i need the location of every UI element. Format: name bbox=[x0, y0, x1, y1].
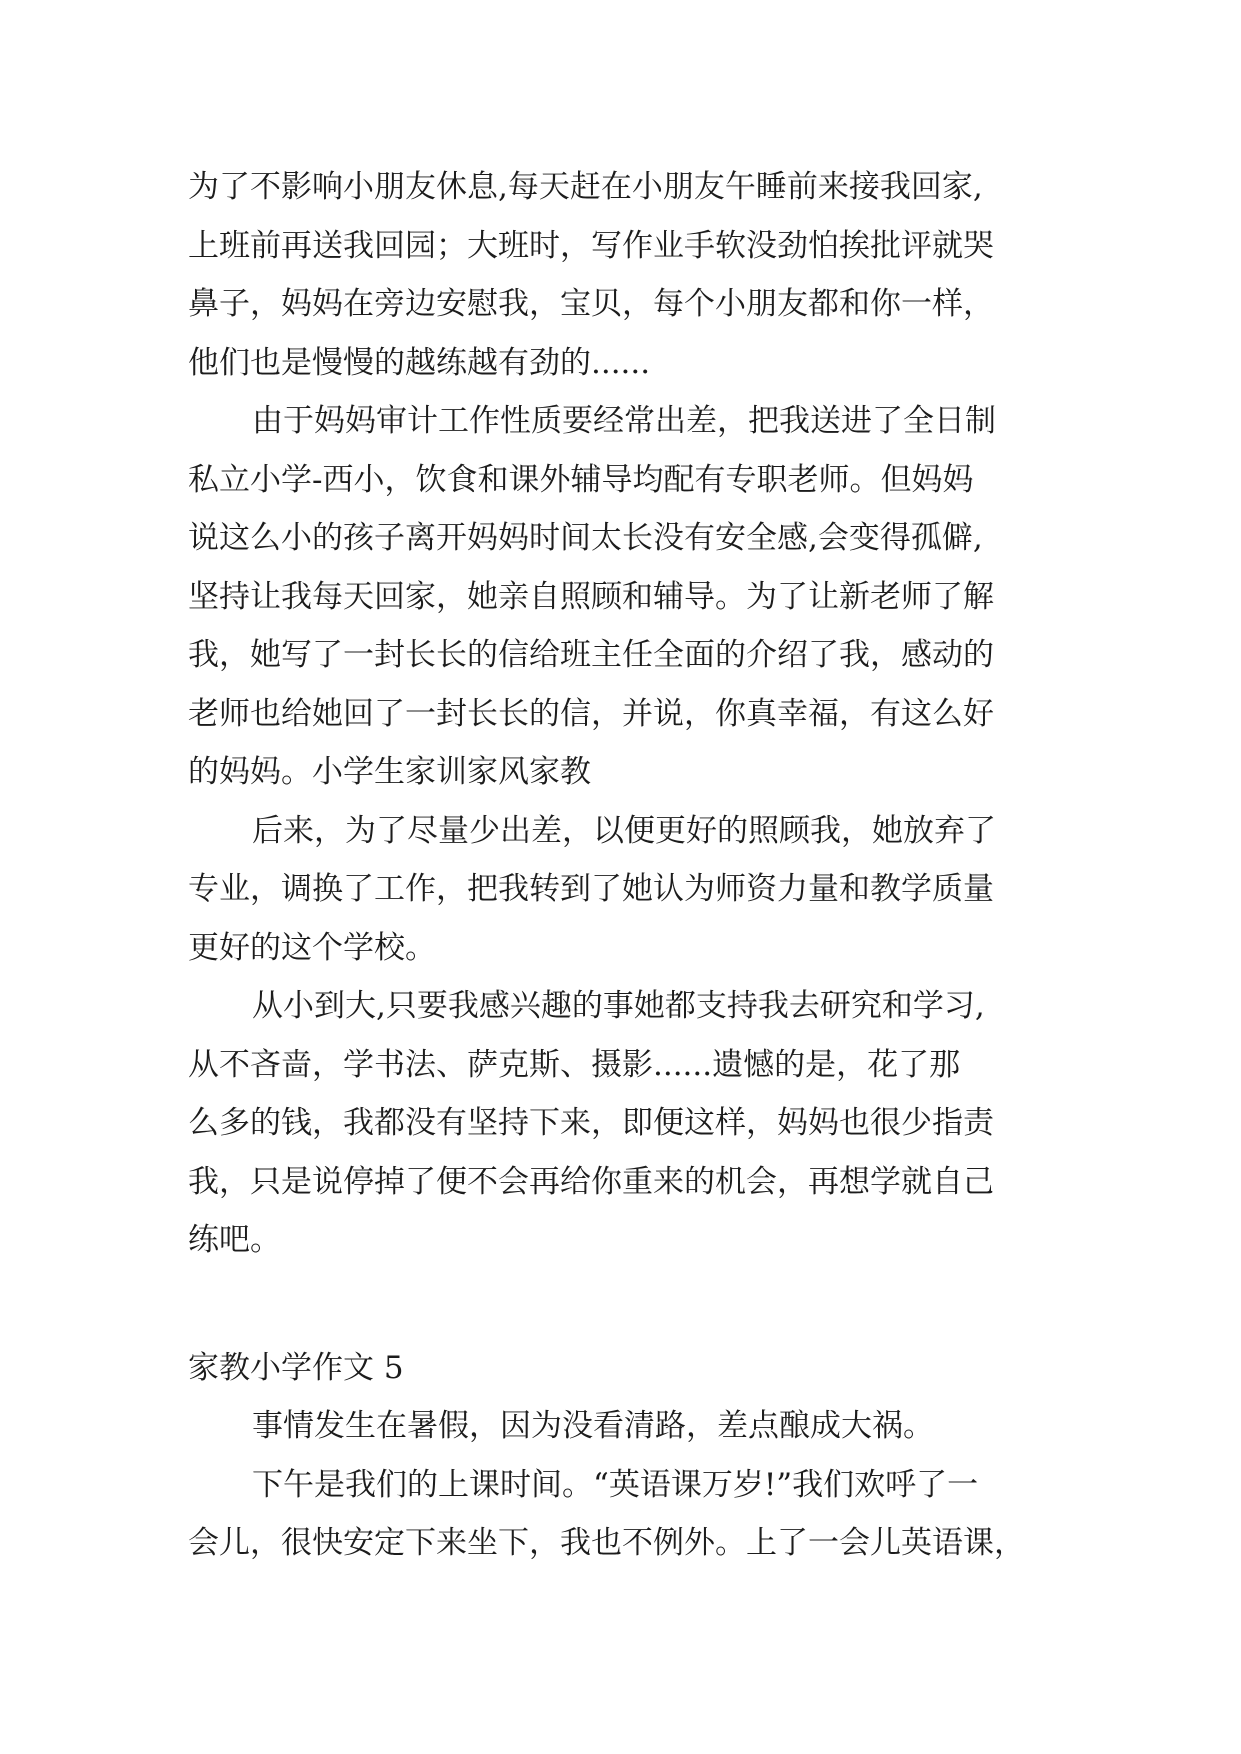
paragraph bbox=[188, 392, 1088, 802]
paragraph bbox=[188, 977, 1088, 1270]
text-line: 专业，调换了工作，把我转到了她认为师资力量和教学质量 bbox=[188, 871, 994, 907]
text-line: 更好的这个学校。 bbox=[188, 929, 436, 966]
text-line: 私立小学-西小，饮食和课外辅导均配有专职老师。但妈妈 bbox=[188, 461, 974, 498]
text-line: 我，她写了一封长长的信给班主任全面的介绍了我，感动的 bbox=[188, 637, 994, 673]
text-line: 由于妈妈审计工作性质要经常出差，把我送进了全日制 bbox=[252, 403, 996, 439]
text-line: 的妈妈。小学生家训家风家教 bbox=[188, 754, 591, 790]
text-line: 他们也是慢慢的越练越有劲的...... bbox=[188, 344, 651, 381]
document-body bbox=[188, 158, 1088, 1573]
text-line: 从不吝啬，学书法、萨克斯、摄影......遗憾的是，花了那 bbox=[188, 1046, 961, 1083]
paragraph bbox=[188, 1456, 1088, 1573]
text-line: 会儿，很快安定下来坐下，我也不例外。上了一会儿英语课， bbox=[188, 1525, 1025, 1561]
text-line: 坚持让我每天回家，她亲自照顾和辅导。为了让新老师了解 bbox=[188, 578, 994, 615]
text-line: 老师也给她回了一封长长的信，并说，你真幸福，有这么好 bbox=[188, 695, 994, 732]
paragraph-continued bbox=[188, 158, 1088, 392]
section-title: 家教小学作文 5 bbox=[188, 1349, 404, 1386]
text-line: 鼻子，妈妈在旁边安慰我，宝贝，每个小朋友都和你一样， bbox=[188, 286, 994, 322]
text-line: 我，只是说停掉了便不会再给你重来的机会，再想学就自己 bbox=[188, 1163, 994, 1200]
text-line: 上班前再送我回园；大班时，写作业手软没劲怕挨批评就哭 bbox=[188, 227, 994, 264]
section-spacer bbox=[188, 1270, 1088, 1339]
paragraph bbox=[188, 1397, 1088, 1456]
text-line: 练吧。 bbox=[188, 1222, 281, 1258]
text-line: 后来，为了尽量少出差，以便更好的照顾我，她放弃了 bbox=[252, 812, 996, 849]
text-line: 事情发生在暑假，因为没看清路，差点酿成大祸。 bbox=[252, 1408, 934, 1444]
text-line: 么多的钱，我都没有坚持下来，即便这样，妈妈也很少指责 bbox=[188, 1105, 994, 1141]
text-line: 从小到大,只要我感兴趣的事她都支持我去研究和学习, bbox=[252, 988, 985, 1024]
text-line: 说这么小的孩子离开妈妈时间太长没有安全感,会变得孤僻, bbox=[188, 520, 983, 556]
text-line: 为了不影响小朋友休息,每天赶在小朋友午睡前来接我回家, bbox=[188, 169, 983, 205]
text-line: 下午是我们的上课时间。“英语课万岁!”我们欢呼了一 bbox=[252, 1466, 979, 1503]
paragraph bbox=[188, 802, 1088, 978]
